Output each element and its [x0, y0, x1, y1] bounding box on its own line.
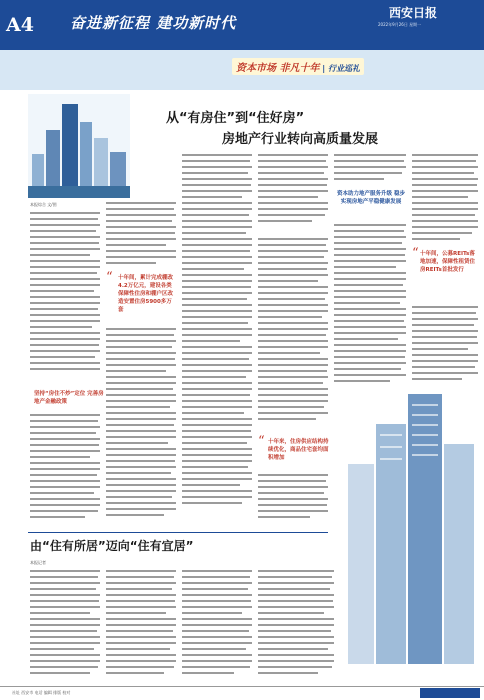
- text-lines: [30, 210, 100, 380]
- text-lines: [30, 412, 100, 524]
- body-column-6b: [412, 304, 478, 390]
- text-lines: [334, 222, 406, 390]
- text-lines: [258, 568, 334, 682]
- body-column-1b: [30, 412, 100, 524]
- second-article-byline: 本报记者: [30, 560, 46, 565]
- newspaper-name: 西安日报: [389, 6, 438, 20]
- second-article-title: 由“住有所居”迈向“住有宜居”: [30, 539, 194, 553]
- text-lines: [106, 200, 176, 272]
- series-tag: [232, 58, 364, 75]
- text-lines: [412, 304, 478, 390]
- text-lines: [334, 152, 406, 188]
- article-title-line1: 从“有房住”到“住好房”: [166, 111, 305, 126]
- body-column-5b: [334, 222, 406, 390]
- body-column-2b: [106, 326, 176, 526]
- pullquote-2: 坚持“房住不炒”定位 完善房地产金融政策: [34, 391, 104, 405]
- body-column-6a: [412, 152, 478, 246]
- pullquote-4: 十年间，公募REITs落地加速，保障性租赁住房REITs首批发行: [420, 251, 476, 273]
- page-number: A4: [6, 14, 34, 36]
- text-lines: [106, 568, 176, 682]
- banner-slogan: 奋进新征程 建功新时代: [70, 14, 237, 32]
- second-column-3: [182, 568, 252, 682]
- text-lines: [182, 152, 252, 524]
- page-footer: [0, 686, 484, 700]
- body-column-5a: [334, 152, 406, 188]
- body-column-2a: [106, 200, 176, 272]
- text-lines: [258, 472, 328, 526]
- quote-mark-1: “: [106, 270, 113, 285]
- text-lines: [30, 568, 100, 682]
- body-column-4a: [258, 152, 328, 232]
- article-byline: 本报综合 文/图: [30, 202, 57, 207]
- series-tag-sub: 行业巡礼: [328, 64, 360, 73]
- body-column-3: [182, 152, 252, 524]
- body-column-4b: [258, 236, 328, 430]
- section-divider: [28, 532, 328, 533]
- text-lines: [258, 236, 328, 430]
- body-column-1: [30, 210, 100, 380]
- footer-band: [420, 688, 480, 698]
- pullquote-1: 十年间，累计完成棚改4.2万亿元，建设各类保障性住房和棚户区改造安置住房5900多万套: [118, 275, 174, 313]
- second-column-2: [106, 568, 176, 682]
- section-subhead: 资本助力地产服务升级 稳步实现房地产平稳健康发展: [337, 191, 405, 205]
- text-lines: [182, 568, 252, 682]
- footer-text: 社址 西安市 电话 编辑 排版 校对: [12, 690, 71, 695]
- text-lines: [106, 326, 176, 526]
- text-lines: [258, 152, 328, 232]
- city-buildings-illustration: [340, 394, 480, 664]
- series-tag-main: 资本市场 非凡十年: [236, 63, 320, 74]
- second-column-4: [258, 568, 334, 682]
- issue-info: 2022年9月26日 星期一: [378, 22, 422, 27]
- quote-mark-4: “: [412, 246, 419, 261]
- quote-mark-3: “: [258, 434, 265, 449]
- skyline-illustration: [28, 94, 130, 198]
- article-title-line2: 房地产行业转向高质量发展: [222, 132, 379, 147]
- body-column-4c: [258, 472, 328, 526]
- pullquote-3: 十年来，住房供应结构持续优化，商品住宅套均面积增加: [268, 439, 329, 461]
- text-lines: [412, 152, 478, 246]
- second-column-1: [30, 568, 100, 682]
- series-tag-sep: |: [322, 64, 326, 73]
